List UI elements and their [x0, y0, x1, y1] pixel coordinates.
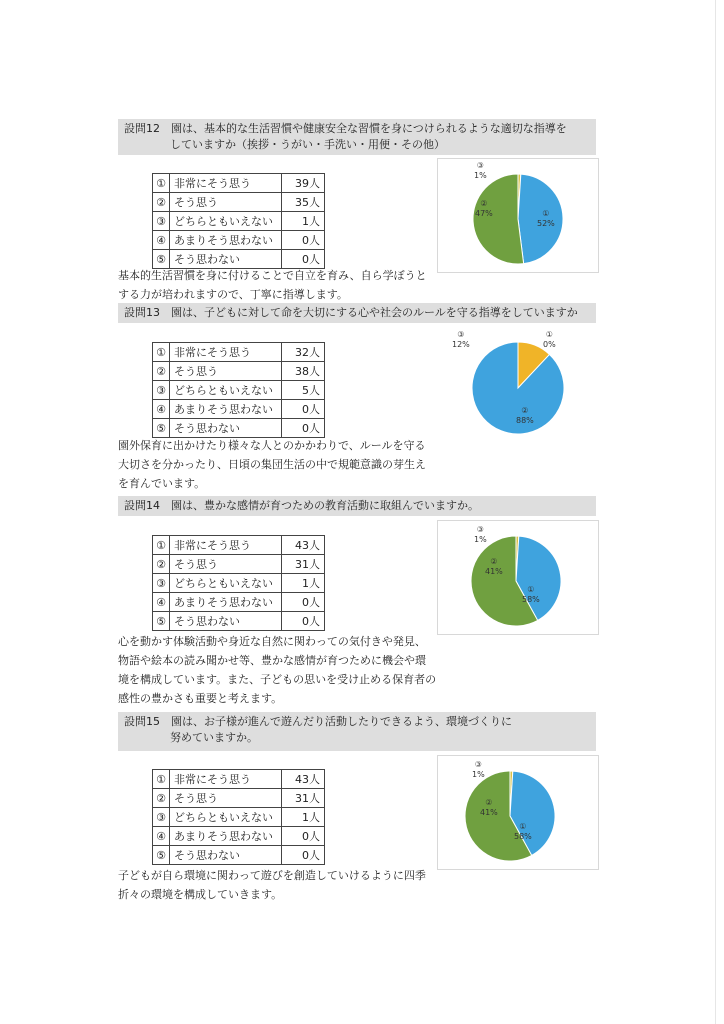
- answer-label: どちらともいえない: [170, 574, 282, 593]
- comment-line: 物語や絵本の読み聞かせ等、豊かな感情が育つために機会や環: [118, 654, 426, 667]
- table-row: [153, 846, 325, 865]
- answer-count: 0人: [282, 231, 325, 250]
- answer-label: そう思う: [170, 193, 282, 212]
- table-row: [153, 362, 325, 381]
- answer-num: ⑤: [153, 846, 170, 865]
- question-title-line1: 設問13 園は、子どもに対して命を大切にする心や社会のルールを守る指導をしていますか: [124, 306, 578, 319]
- question-title-line1: 設問15 園は、お子様が進んで遊んだり活動したりできるよう、環境づくりに: [124, 715, 512, 728]
- answer-label: 非常にそう思う: [170, 343, 282, 362]
- comment-line: 子どもが自ら環境に関わって遊びを創造していけるように四季: [118, 869, 426, 882]
- pie-label-2: ② 41%: [485, 557, 503, 576]
- answer-count: 43人: [282, 770, 325, 789]
- answer-label: そう思わない: [170, 846, 282, 865]
- answer-table: [152, 769, 325, 865]
- table-row: [153, 827, 325, 846]
- answer-label: あまりそう思わない: [170, 231, 282, 250]
- pie-chart: [437, 158, 599, 273]
- table-row: [153, 536, 325, 555]
- pie-chart-svg: [438, 756, 598, 869]
- answer-count: 39人: [282, 174, 325, 193]
- answer-label: あまりそう思わない: [170, 593, 282, 612]
- comment: [118, 632, 448, 708]
- pie-chart: [437, 325, 599, 440]
- question-title-line2: 努めていますか。: [170, 731, 258, 744]
- table-row: [153, 231, 325, 250]
- answer-count: 0人: [282, 593, 325, 612]
- pie-label-1: ① 52%: [537, 209, 555, 228]
- comment-line: 折々の環境を構成していきます。: [118, 888, 283, 901]
- answer-num: ④: [153, 593, 170, 612]
- answer-count: 0人: [282, 612, 325, 631]
- answer-label: どちらともいえない: [170, 212, 282, 231]
- question-title-line1: 設問12 園は、基本的な生活習慣や健康安全な習慣を身につけられるような適切な指導を: [124, 122, 567, 135]
- page-edge: [715, 0, 716, 1024]
- table-row: [153, 593, 325, 612]
- comment: [118, 436, 438, 493]
- table-row: [153, 212, 325, 231]
- pie-label-3: ③ 1%: [474, 525, 487, 544]
- answer-count: 0人: [282, 250, 325, 269]
- answer-num: ②: [153, 789, 170, 808]
- answer-num: ⑤: [153, 419, 170, 438]
- answer-num: ③: [153, 574, 170, 593]
- pie-label-3: ③ 1%: [472, 760, 485, 779]
- table-row: [153, 612, 325, 631]
- table-row: [153, 419, 325, 438]
- table-row: [153, 381, 325, 400]
- answer-num: ③: [153, 212, 170, 231]
- answer-count: 1人: [282, 212, 325, 231]
- question-title: [118, 496, 596, 516]
- answer-table: [152, 535, 325, 631]
- pie-label-2: ② 41%: [480, 798, 498, 817]
- comment-line: する力が培われますので、丁寧に指導します。: [118, 288, 348, 301]
- question-title: [118, 303, 596, 323]
- answer-label: 非常にそう思う: [170, 770, 282, 789]
- pie-chart: [437, 520, 599, 635]
- pie-label-1: ① 58%: [522, 585, 540, 604]
- answer-label: あまりそう思わない: [170, 827, 282, 846]
- comment-line: を育んでいます。: [118, 477, 206, 490]
- question-title-line2: していますか（挨拶・うがい・手洗い・用便・その他）: [170, 138, 445, 151]
- table-row: [153, 174, 325, 193]
- answer-num: ①: [153, 770, 170, 789]
- pie-label-3: ③ 1%: [474, 161, 487, 180]
- table-row: [153, 400, 325, 419]
- answer-num: ②: [153, 555, 170, 574]
- answer-count: 43人: [282, 536, 325, 555]
- answer-count: 0人: [282, 846, 325, 865]
- answer-num: ④: [153, 827, 170, 846]
- answer-label: 非常にそう思う: [170, 536, 282, 555]
- answer-num: ③: [153, 808, 170, 827]
- comment-line: 大切さを分かったり、日頃の集団生活の中で規範意識の芽生え: [118, 458, 426, 471]
- comment-line: 基本的生活習慣を身に付けることで自立を育み、自ら学ぼうと: [118, 269, 427, 282]
- question-title-line1: 設問14 園は、豊かな感情が育つための教育活動に取組んでいますか。: [124, 499, 479, 512]
- pie-label-1: ① 0%: [543, 330, 556, 349]
- answer-table: [152, 173, 325, 269]
- answer-label: そう思う: [170, 555, 282, 574]
- comment: [118, 266, 438, 304]
- pie-slice-1: [473, 174, 524, 264]
- table-row: [153, 343, 325, 362]
- answer-count: 1人: [282, 574, 325, 593]
- answer-label: あまりそう思わない: [170, 400, 282, 419]
- answer-num: ⑤: [153, 250, 170, 269]
- table-row: [153, 770, 325, 789]
- answer-label: そう思わない: [170, 419, 282, 438]
- pie-chart-svg: [438, 521, 598, 634]
- answer-count: 5人: [282, 381, 325, 400]
- pie-chart-svg: [438, 159, 598, 272]
- pie-label-2: ② 88%: [516, 406, 534, 425]
- answer-label: そう思わない: [170, 612, 282, 631]
- answer-num: ④: [153, 231, 170, 250]
- pie-label-1: ① 58%: [514, 822, 532, 841]
- comment-line: 園外保育に出かけたり様々な人とのかかわりで、ルールを守る: [118, 439, 426, 452]
- answer-label: そう思う: [170, 789, 282, 808]
- pie-label-3: ③ 12%: [452, 330, 470, 349]
- answer-label: そう思う: [170, 362, 282, 381]
- answer-count: 1人: [282, 808, 325, 827]
- answer-count: 32人: [282, 343, 325, 362]
- comment-line: 心を動かす体験活動や身近な自然に関わっての気付きや発見、: [118, 635, 426, 648]
- answer-num: ④: [153, 400, 170, 419]
- answer-num: ①: [153, 174, 170, 193]
- answer-num: ③: [153, 381, 170, 400]
- table-row: [153, 808, 325, 827]
- answer-label: 非常にそう思う: [170, 174, 282, 193]
- answer-num: ②: [153, 362, 170, 381]
- answer-num: ①: [153, 536, 170, 555]
- comment-line: 感性の豊かさも重要と考えます。: [118, 692, 283, 705]
- answer-label: そう思わない: [170, 250, 282, 269]
- answer-num: ②: [153, 193, 170, 212]
- answer-num: ⑤: [153, 612, 170, 631]
- table-row: [153, 789, 325, 808]
- comment: [118, 866, 448, 904]
- answer-count: 0人: [282, 400, 325, 419]
- answer-count: 35人: [282, 193, 325, 212]
- answer-table: [152, 342, 325, 438]
- table-row: [153, 555, 325, 574]
- pie-label-2: ② 47%: [475, 199, 493, 218]
- pie-chart: [437, 755, 599, 870]
- comment-line: 境を構成しています。また、子どもの思いを受け止める保育者の: [118, 673, 437, 686]
- answer-count: 31人: [282, 555, 325, 574]
- answer-count: 0人: [282, 827, 325, 846]
- answer-label: どちらともいえない: [170, 381, 282, 400]
- table-row: [153, 193, 325, 212]
- answer-count: 38人: [282, 362, 325, 381]
- answer-count: 0人: [282, 419, 325, 438]
- question-title: [118, 119, 596, 155]
- question-title: [118, 712, 596, 751]
- table-row: [153, 574, 325, 593]
- answer-num: ①: [153, 343, 170, 362]
- answer-label: どちらともいえない: [170, 808, 282, 827]
- answer-count: 31人: [282, 789, 325, 808]
